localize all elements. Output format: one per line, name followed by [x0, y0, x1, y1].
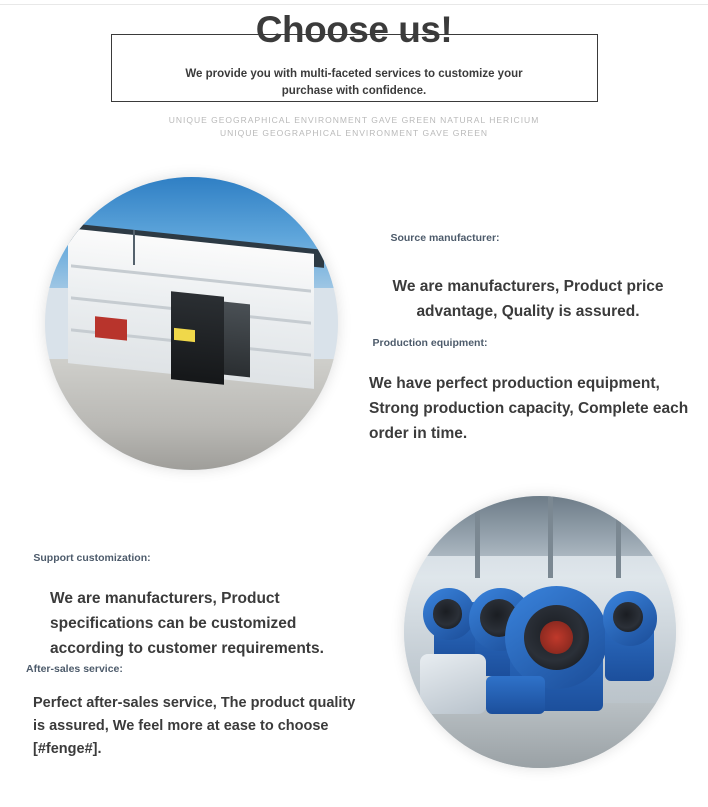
roof-beam-1 [475, 496, 480, 578]
roof-beam-2 [548, 496, 553, 578]
label-support-customization: Support customization: [33, 552, 151, 564]
wrapped-unit [420, 654, 485, 714]
text-source-manufacturer: We are manufacturers, Product price advantage, Quality is assured. [392, 278, 664, 320]
fan-unit-front-base [486, 676, 546, 714]
label-production-equipment: Production equipment: [372, 337, 488, 349]
light-pole [133, 230, 135, 265]
label-source-manufacturer: Source manufacturer: [390, 232, 500, 244]
header-banner [0, 8, 708, 138]
top-divider [0, 4, 708, 5]
header-caption-line-2: UNIQUE GEOGRAPHICAL ENVIRONMENT GAVE GREEN [219, 128, 489, 138]
text-production-equipment: We have perfect production equipment, Strong production capacity, Complete each order in time. [369, 375, 689, 442]
fan-unit-main-rotor [540, 621, 573, 654]
text-support-customization: We are manufacturers, Product specifications can be customized according to customer requirements. [50, 590, 324, 657]
header-caption [0, 114, 708, 140]
factory-building-image [45, 177, 338, 470]
header-caption-line-1: UNIQUE GEOGRAPHICAL ENVIRONMENT GAVE GREEN NATURAL HERICIUM [168, 115, 540, 125]
header-subtitle: We provide you with multi-faceted services to customize your purchase with confidence. [185, 68, 523, 97]
text-after-sales-service: Perfect after-sales service, The product quality is assured, We feel more at ease to choose [#fenge#]. [33, 695, 356, 757]
roof-beam-3 [616, 496, 621, 578]
workshop-roof [404, 496, 676, 556]
label-after-sales-service: After-sales service: [26, 663, 123, 675]
page-title: Choose us! [255, 9, 453, 50]
building-door-side [224, 302, 250, 378]
wall-red-panel [95, 316, 127, 340]
industrial-fans-image [404, 496, 676, 768]
